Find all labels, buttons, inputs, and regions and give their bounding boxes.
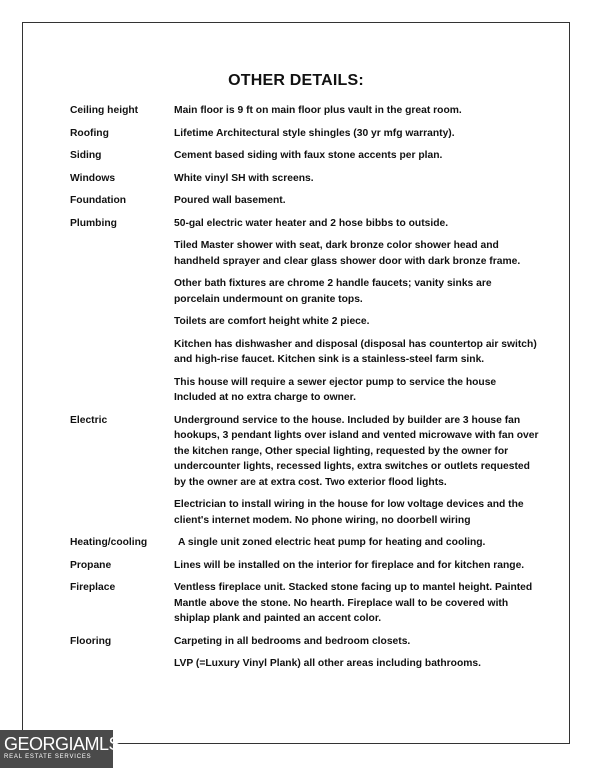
document-page — [22, 22, 570, 744]
detail-label: Electric — [70, 414, 108, 426]
page-title: OTHER DETAILS: — [228, 72, 364, 89]
detail-label: Flooring — [70, 635, 112, 647]
detail-row — [70, 413, 540, 529]
detail-row — [70, 103, 540, 119]
detail-text: Poured wall basement. — [174, 195, 286, 206]
detail-label: Windows — [70, 172, 116, 184]
detail-text: Cement based siding with faux stone accents per plan. — [174, 150, 443, 161]
logo-tagline: REAL ESTATE SERVICES — [4, 754, 92, 760]
logo-wordmark: GEORGIAMLS — [4, 734, 121, 754]
detail-text: Lifetime Architectural style shingles (30 yr mfg warranty). — [174, 127, 455, 139]
detail-values — [174, 193, 540, 209]
detail-values — [174, 126, 540, 142]
detail-label: Roofing — [70, 127, 109, 139]
detail-values — [174, 634, 540, 672]
detail-row — [70, 193, 540, 209]
detail-row — [70, 634, 540, 672]
detail-values — [174, 103, 540, 119]
detail-text: Carpeting in all bedrooms and bedroom closets. — [174, 635, 411, 647]
detail-label: Ceiling height — [70, 105, 139, 116]
detail-text: This house will require a sewer ejector pump to service the house Included at no extra charge to owner. — [174, 376, 497, 403]
detail-row — [70, 148, 540, 164]
detail-text: 50-gal electric water heater and 2 hose bibbs to outside. — [174, 217, 449, 229]
detail-text: Main floor is 9 ft on main floor plus vault in the great room. — [174, 105, 462, 116]
detail-values — [174, 216, 540, 406]
detail-values — [174, 171, 540, 187]
detail-text: Electrician to install wiring in the house for low voltage devices and the client's internet modem. No phone wiring, no doorbell wiring — [174, 499, 524, 526]
detail-row — [70, 171, 540, 187]
detail-label: Fireplace — [70, 582, 116, 593]
detail-label: Plumbing — [70, 217, 117, 229]
detail-text: Lines will be installed on the interior for fireplace and for kitchen range. — [174, 559, 525, 571]
detail-text: Ventless fireplace unit. Stacked stone facing up to mantel height. Painted Mantle above the stone. No hearth. Fireplace wall to be covered with shiplap plank and painted an accent color. — [174, 582, 533, 624]
detail-text: A single unit zoned electric heat pump for heating and cooling. — [178, 537, 486, 548]
detail-values — [174, 558, 540, 574]
detail-text: Kitchen has dishwasher and disposal (disposal has countertop air switch) and high-rise faucet. Kitchen sink is a stainless-steel farm sink. — [174, 338, 537, 365]
detail-values — [174, 580, 540, 627]
detail-row — [70, 535, 540, 551]
detail-row — [70, 126, 540, 142]
georgiamls-logo — [0, 730, 121, 768]
detail-label: Siding — [70, 150, 102, 161]
detail-values — [174, 413, 540, 529]
detail-label: Heating/cooling — [70, 537, 148, 548]
detail-label: Foundation — [70, 195, 127, 206]
detail-label: Propane — [70, 559, 112, 571]
detail-row — [70, 580, 540, 627]
detail-values — [174, 535, 540, 551]
detail-row — [70, 558, 540, 574]
detail-text: LVP (=Luxury Vinyl Plank) all other areas including bathrooms. — [174, 658, 481, 669]
detail-row — [70, 216, 540, 406]
detail-text: Toilets are comfort height white 2 piece. — [174, 316, 370, 327]
detail-text: Underground service to the house. Included by builder are 3 house fan hookups, 3 pendant lights over island and vented microwave with fan over the kitchen range, Other special lighting, requested by the owner for undercounter lights, recessed lights, extra switches or outlets requested by the owner are at extra cost. Two exterior flood lights. — [174, 414, 539, 488]
detail-text: Other bath fixtures are chrome 2 handle faucets; vanity sinks are porcelain undermount on granite tops. — [174, 278, 492, 305]
details-list — [70, 103, 540, 679]
detail-values — [174, 148, 540, 164]
detail-text: Tiled Master shower with seat, dark bronze color shower head and handheld sprayer and clear glass shower door with dark bronze frame. — [174, 240, 521, 267]
detail-text: White vinyl SH with screens. — [174, 172, 314, 184]
